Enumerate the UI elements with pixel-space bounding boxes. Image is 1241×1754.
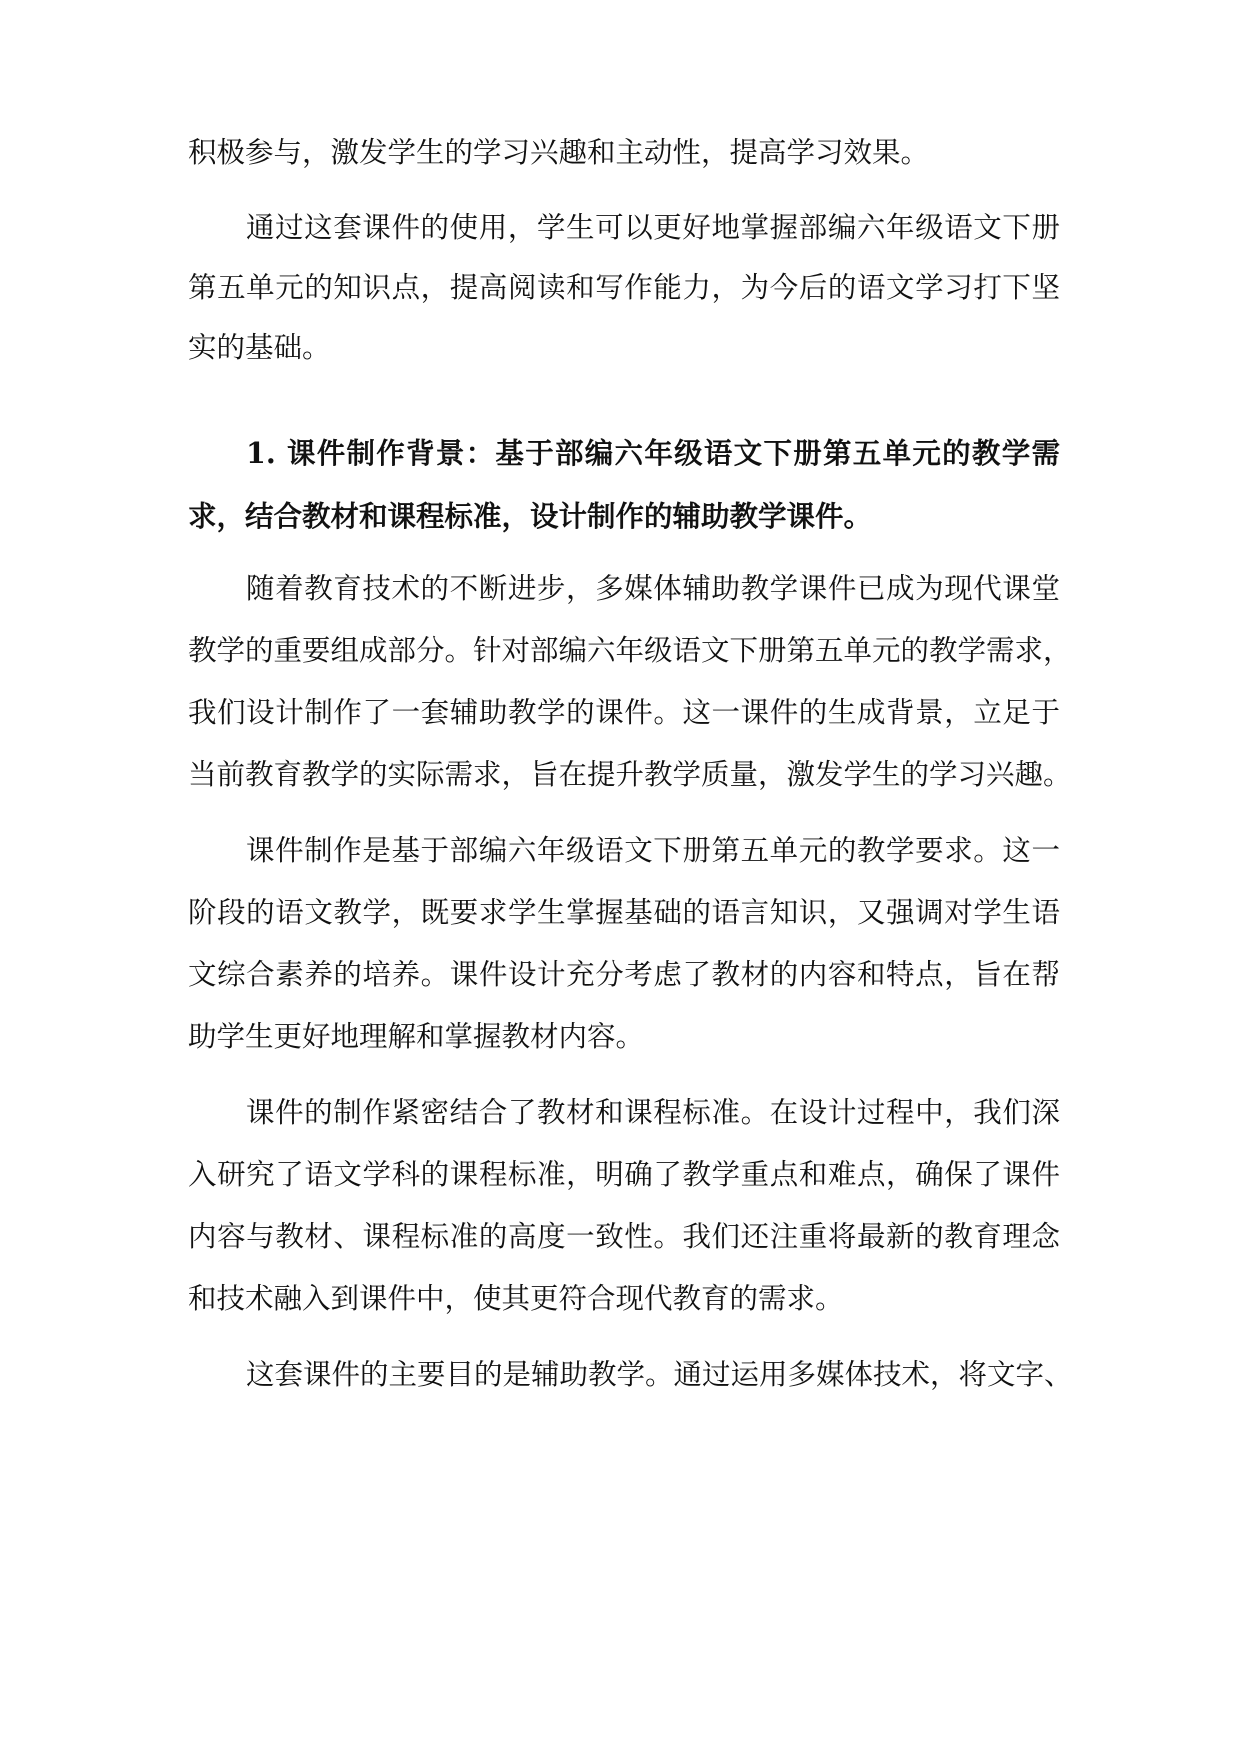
body-text-line: 和技术融入到课件中，使其更符合现代教育的需求。 <box>188 1282 844 1315</box>
body-text-line: 入研究了语文学科的课程标准，明确了教学重点和难点，确保了课件 <box>188 1158 1060 1191</box>
body-text-line: 教学的重要组成部分。针对部编六年级语文下册第五单元的教学需求， <box>188 634 1072 667</box>
body-text-line: 文综合素养的培养。课件设计充分考虑了教材的内容和特点，旨在帮 <box>188 958 1060 991</box>
paragraph-first-line: 随着教育技术的不断进步，多媒体辅助教学课件已成为现代课堂 <box>246 572 1060 605</box>
section-heading-line: 求，结合教材和课程标准，设计制作的辅助教学课件。 <box>188 499 873 533</box>
paragraph-first-line: 通过这套课件的使用，学生可以更好地掌握部编六年级语文下册 <box>246 211 1060 244</box>
body-text-line: 积极参与，激发学生的学习兴趣和主动性，提高学习效果。 <box>188 136 930 169</box>
body-text-line: 第五单元的知识点，提高阅读和写作能力，为今后的语文学习打下坚 <box>188 271 1060 304</box>
body-text-line: 我们设计制作了一套辅助教学的课件。这一课件的生成背景，立足于 <box>188 696 1060 729</box>
paragraph-first-line: 这套课件的主要目的是辅助教学。通过运用多媒体技术，将文字、 <box>246 1358 1073 1391</box>
body-text-line: 阶段的语文教学，既要求学生掌握基础的语言知识，又强调对学生语 <box>188 896 1060 929</box>
paragraph-first-line: 课件制作是基于部编六年级语文下册第五单元的教学要求。这一 <box>246 834 1060 867</box>
section-heading-line: 1. 课件制作背景：基于部编六年级语文下册第五单元的教学需 <box>246 436 1060 470</box>
body-text-line: 实的基础。 <box>188 331 331 364</box>
body-text-line: 当前教育教学的实际需求，旨在提升教学质量，激发学生的学习兴趣。 <box>188 758 1072 791</box>
body-text-line: 内容与教材、课程标准的高度一致性。我们还注重将最新的教育理念 <box>188 1220 1060 1253</box>
body-text-line: 助学生更好地理解和掌握教材内容。 <box>188 1020 645 1053</box>
paragraph-first-line: 课件的制作紧密结合了教材和课程标准。在设计过程中，我们深 <box>246 1096 1060 1129</box>
